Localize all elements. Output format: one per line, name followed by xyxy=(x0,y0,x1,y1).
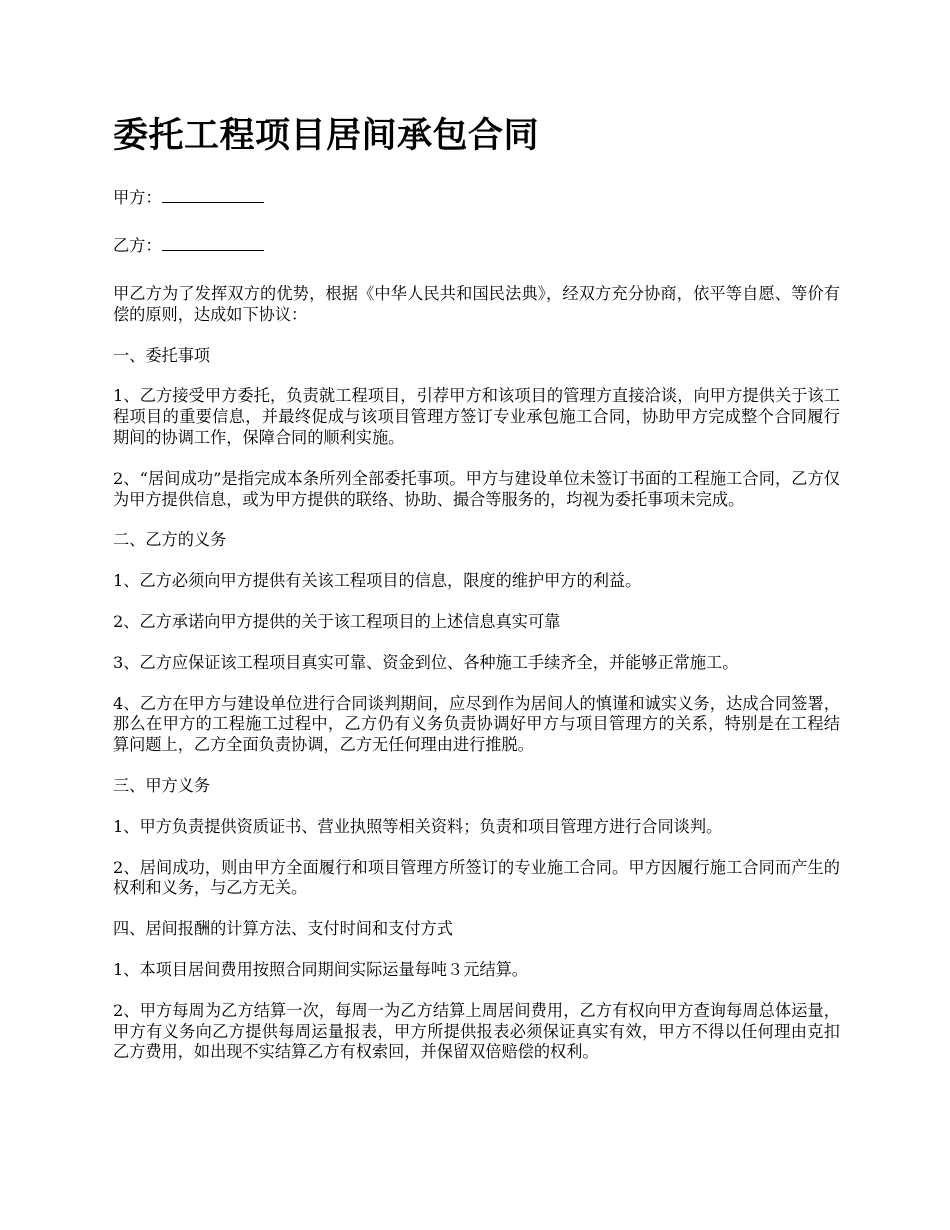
intro-paragraph: 甲乙方为了发挥双方的优势，根据《中华人民共和国民法典》，经双方充分协商，依平等自愿、等价有偿的原则，达成如下协议： xyxy=(113,284,840,324)
clause-4-2: 2、甲方每周为乙方结算一次，每周一为乙方结算上周居间费用，乙方有权向甲方查询每周总体运量，甲方有义务向乙方提供每周运量报表，甲方所提供报表必须保证真实有效，甲方不得以任何理由克扣乙方费用，如出现不实结算乙方有权索回，并保留双倍赔偿的权利。 xyxy=(113,1000,840,1062)
party-b-line xyxy=(113,236,840,256)
party-b-blank xyxy=(162,236,264,251)
document-title: 委托工程项目居间承包合同 xyxy=(113,115,540,156)
clause-2-1: 1、乙方必须向甲方提供有关该工程项目的信息，限度的维护甲方的利益。 xyxy=(113,571,642,591)
clause-3-2: 2、居间成功，则由甲方全面履行和项目管理方所签订的专业施工合同。甲方因履行施工合同而产生的权利和义务，与乙方无关。 xyxy=(113,857,840,898)
clause-4-1: 1、本项目居间费用按照合同期间实际运量每吨３元结算。 xyxy=(113,959,528,979)
clause-2-3: 3、乙方应保证该工程项目真实可靠、资金到位、各种施工手续齐全，并能够正常施工。 xyxy=(113,652,739,672)
section-heading-1: 一、委托事项 xyxy=(113,345,211,365)
clause-1-1: 1、乙方接受甲方委托，负责就工程项目，引荐甲方和该项目的管理方直接洽谈，向甲方提供关于该工程项目的重要信息，并最终促成与该项目管理方签订专业承包施工合同，协助甲方完成整个合同履行期间的协调工作，保障合同的顺利实施。 xyxy=(113,386,840,447)
party-a-line xyxy=(113,188,840,208)
party-a-blank xyxy=(162,188,264,203)
document-page xyxy=(113,112,840,1083)
section-heading-3: 三、甲方义务 xyxy=(113,775,211,795)
party-a-label: 甲方： xyxy=(113,188,162,207)
section-heading-2: 二、乙方的义务 xyxy=(113,530,227,550)
clause-1-2: 2、“居间成功”是指完成本条所列全部委托事项。甲方与建设单位未签订书面的工程施工合同，乙方仅为甲方提供信息，或为甲方提供的联络、协助、撮合等服务的，均视为委托事项未完成。 xyxy=(113,468,840,509)
clause-2-4: 4、乙方在甲方与建设单位进行合同谈判期间，应尽到作为居间人的慎谨和诚实义务，达成合同签署，那么在甲方的工程施工过程中，乙方仍有义务负责协调好甲方与项目管理方的关系，特别是在工程结算问题上，乙方全面负责协调，乙方无任何理由进行推脱。 xyxy=(113,693,840,755)
clause-3-1: 1、甲方负责提供资质证书、营业执照等相关资料；负责和项目管理方进行合同谈判。 xyxy=(113,816,723,836)
section-heading-4: 四、居间报酬的计算方法、支付时间和支付方式 xyxy=(113,919,453,939)
party-b-label: 乙方： xyxy=(113,236,162,255)
clause-2-2: 2、乙方承诺向甲方提供的关于该工程项目的上述信息真实可靠 xyxy=(113,611,561,631)
